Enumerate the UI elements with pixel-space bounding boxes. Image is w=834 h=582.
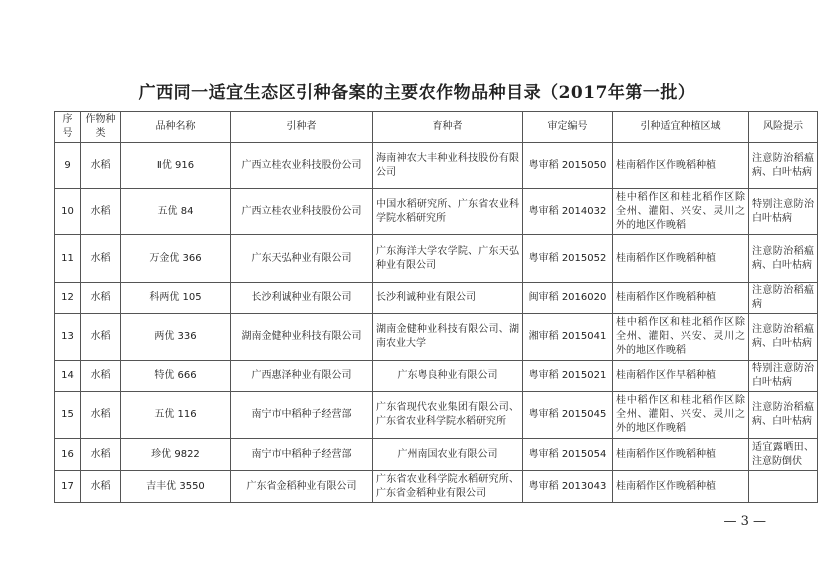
cell-region: 桂南稻作区作晚稻种植: [613, 439, 749, 471]
cell-region: 桂南稻作区作早稻种植: [613, 361, 749, 392]
cell-variety: 珍优 9822: [121, 439, 231, 471]
table-row: [55, 143, 818, 189]
cell-crop: 水稻: [81, 143, 121, 189]
cell-introducer: 长沙利诚种业有限公司: [231, 283, 373, 314]
cell-no: 10: [55, 189, 81, 235]
cell-region: 桂南稻作区作晚稻种植: [613, 143, 749, 189]
cell-risk: 注意防治稻瘟病、白叶枯病: [749, 235, 818, 283]
table-row: [55, 189, 818, 235]
header-region: 引种适宜种植区域: [613, 112, 749, 143]
cell-introducer: 广东天弘种业有限公司: [231, 235, 373, 283]
cell-crop: 水稻: [81, 314, 121, 361]
cell-variety: 两优 336: [121, 314, 231, 361]
cell-region: 桂中稻作区和桂北稻作区除全州、灌阳、兴安、灵川之外的地区作晚稻: [613, 392, 749, 439]
cell-no: 17: [55, 471, 81, 503]
header-risk: 风险提示: [749, 112, 818, 143]
cell-region: 桂南稻作区作晚稻种植: [613, 235, 749, 283]
cell-breeder: 湖南金健种业科技有限公司、湖南农业大学: [373, 314, 523, 361]
cell-introducer: 湖南金健种业科技有限公司: [231, 314, 373, 361]
cell-breeder: 广东省农业科学院水稻研究所、广东省金稻种业有限公司: [373, 471, 523, 503]
table-row: [55, 314, 818, 361]
cell-approval: 湘审稻 2015041: [523, 314, 613, 361]
table-row: [55, 283, 818, 314]
cell-crop: 水稻: [81, 439, 121, 471]
cell-introducer: 广西立桂农业科技股份公司: [231, 143, 373, 189]
cell-region: 桂中稻作区和桂北稻作区除全州、灌阳、兴安、灵川之外的地区作晚稻: [613, 189, 749, 235]
cell-introducer: 广西惠泽种业有限公司: [231, 361, 373, 392]
table-row: [55, 361, 818, 392]
cell-crop: 水稻: [81, 189, 121, 235]
cell-crop: 水稻: [81, 361, 121, 392]
cell-no: 12: [55, 283, 81, 314]
cell-variety: 万金优 366: [121, 235, 231, 283]
cell-introducer: 南宁市中稻种子经营部: [231, 439, 373, 471]
cell-risk: 注意防治稻瘟病、白叶枯病: [749, 314, 818, 361]
cell-breeder: 广州南国农业有限公司: [373, 439, 523, 471]
table-row: [55, 471, 818, 503]
cell-approval: 粤审稻 2015050: [523, 143, 613, 189]
header-introducer: 引种者: [231, 112, 373, 143]
header-approval: 审定编号: [523, 112, 613, 143]
cell-crop: 水稻: [81, 235, 121, 283]
table-header-row: [55, 112, 818, 143]
cell-variety: 科两优 105: [121, 283, 231, 314]
header-no: 序号: [55, 112, 81, 143]
variety-catalog-table: [54, 111, 818, 503]
cell-crop: 水稻: [81, 392, 121, 439]
cell-risk: 注意防治稻瘟病、白叶枯病: [749, 143, 818, 189]
cell-approval: 闽审稻 2016020: [523, 283, 613, 314]
cell-approval: 粤审稻 2013043: [523, 471, 613, 503]
cell-variety: 五优 116: [121, 392, 231, 439]
cell-approval: 粤审稻 2014032: [523, 189, 613, 235]
cell-introducer: 南宁市中稻种子经营部: [231, 392, 373, 439]
cell-risk: 特别注意防治白叶枯病: [749, 189, 818, 235]
table-row: [55, 439, 818, 471]
cell-risk: 特别注意防治白叶枯病: [749, 361, 818, 392]
cell-introducer: 广西立桂农业科技股份公司: [231, 189, 373, 235]
cell-breeder: 海南神农大丰种业科技股份有限公司: [373, 143, 523, 189]
cell-breeder: 广东省现代农业集团有限公司、广东省农业科学院水稻研究所: [373, 392, 523, 439]
cell-introducer: 广东省金稻种业有限公司: [231, 471, 373, 503]
cell-no: 16: [55, 439, 81, 471]
document-title: 广西同一适宜生态区引种备案的主要农作物品种目录（2017年第一批）: [138, 83, 696, 103]
cell-risk: [749, 471, 818, 503]
cell-risk: 适宜露晒田、注意防倒伏: [749, 439, 818, 471]
cell-approval: 粤审稻 2015054: [523, 439, 613, 471]
cell-approval: 粤审稻 2015045: [523, 392, 613, 439]
table-row: [55, 235, 818, 283]
cell-breeder: 广东海洋大学农学院、广东天弘种业有限公司: [373, 235, 523, 283]
cell-no: 14: [55, 361, 81, 392]
cell-no: 9: [55, 143, 81, 189]
cell-breeder: 广东粤良种业有限公司: [373, 361, 523, 392]
header-variety: 品种名称: [121, 112, 231, 143]
cell-risk: 注意防治稻瘟病、白叶枯病: [749, 392, 818, 439]
header-breeder: 育种者: [373, 112, 523, 143]
cell-no: 15: [55, 392, 81, 439]
cell-breeder: 中国水稻研究所、广东省农业科学院水稻研究所: [373, 189, 523, 235]
cell-crop: 水稻: [81, 471, 121, 503]
cell-approval: 粤审稻 2015021: [523, 361, 613, 392]
cell-variety: 特优 666: [121, 361, 231, 392]
cell-region: 桂南稻作区作晚稻种植: [613, 283, 749, 314]
cell-variety: 吉丰优 3550: [121, 471, 231, 503]
cell-region: 桂中稻作区和桂北稻作区除全州、灌阳、兴安、灵川之外的地区作晚稻: [613, 314, 749, 361]
cell-variety: 五优 84: [121, 189, 231, 235]
cell-crop: 水稻: [81, 283, 121, 314]
cell-region: 桂南稻作区作晚稻种植: [613, 471, 749, 503]
page-number: — 3 —: [723, 514, 766, 529]
cell-approval: 粤审稻 2015052: [523, 235, 613, 283]
table-row: [55, 392, 818, 439]
header-crop: 作物种类: [81, 112, 121, 143]
cell-variety: Ⅱ优 916: [121, 143, 231, 189]
cell-risk: 注意防治稻瘟病: [749, 283, 818, 314]
cell-breeder: 长沙利诚种业有限公司: [373, 283, 523, 314]
cell-no: 13: [55, 314, 81, 361]
cell-no: 11: [55, 235, 81, 283]
